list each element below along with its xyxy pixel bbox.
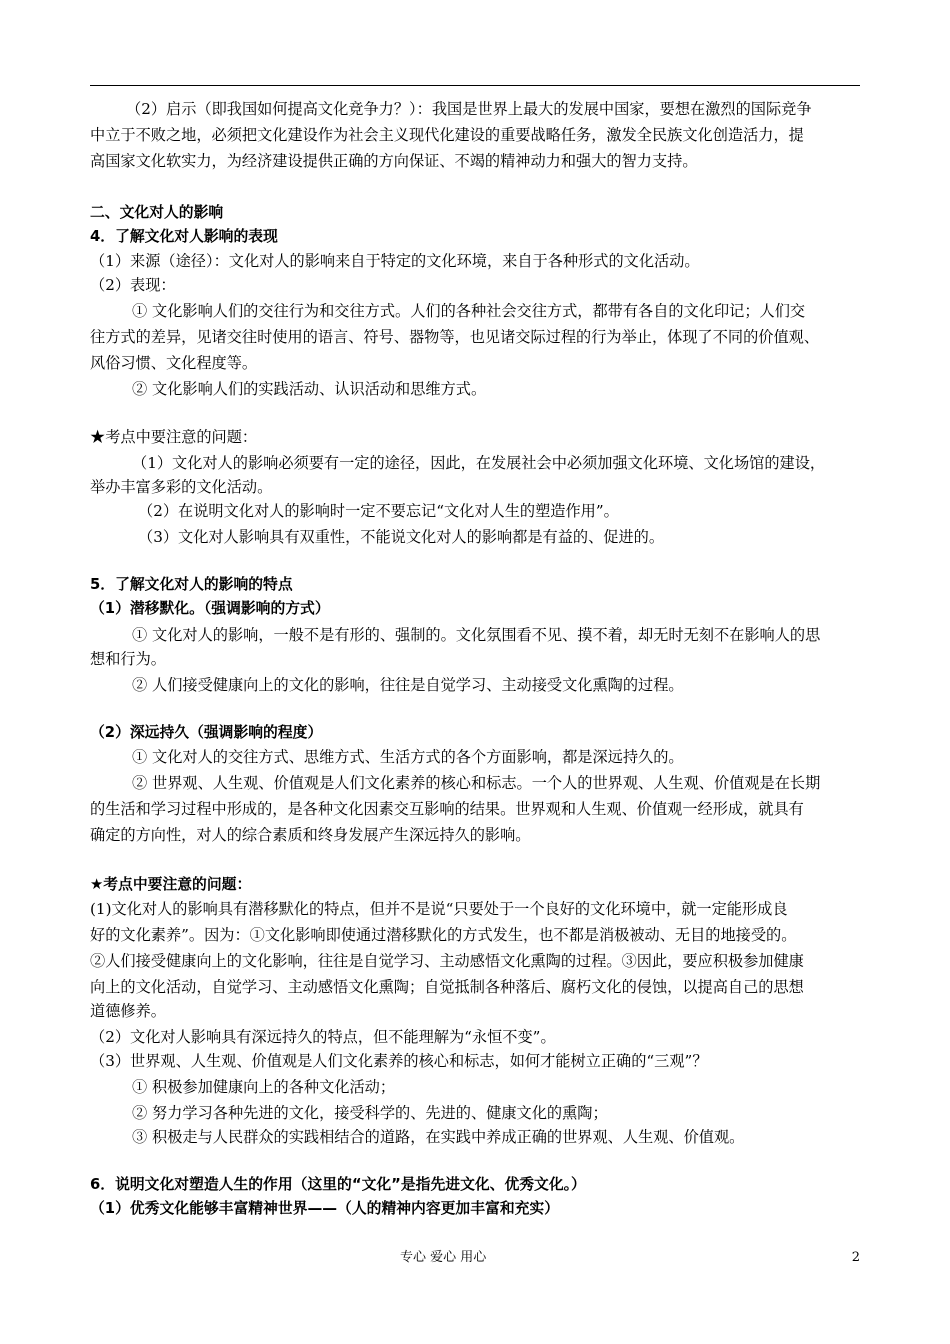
text-line: 往方式的差异，见诸交往时使用的语言、符号、器物等，也见诸交际过程的行为举止，体现了不同的价值观、 xyxy=(90,328,819,346)
text-line: 确定的方向性，对人的综合素质和终身发展产生深远持久的影响。 xyxy=(90,826,531,844)
text-line: ① 文化对人的影响，一般不是有形的、强制的。文化氛围看不见、摸不着，却无时无刻不在影响人的思 xyxy=(132,626,821,644)
text-line: ② 努力学习各种先进的文化，接受科学的、先进的、健康文化的熏陶； xyxy=(132,1104,608,1122)
text-line: 4．了解文化对人影响的表现 xyxy=(90,228,278,245)
text-line: 风俗习惯、文化程度等。 xyxy=(90,354,258,372)
text-line: 6．说明文化对塑造人生的作用（这里的“文化”是指先进文化、优秀文化。） xyxy=(90,1176,586,1193)
text-line: ② 人们接受健康向上的文化的影响，往往是自觉学习、主动接受文化熏陶的过程。 xyxy=(132,676,684,694)
text-line: （2）表现： xyxy=(90,276,176,294)
text-line: 二、文化对人的影响 xyxy=(90,204,224,221)
text-line: （2）深远持久（强调影响的程度） xyxy=(90,724,323,741)
text-line: ③ 积极走与人民群众的实践相结合的道路，在实践中养成正确的世界观、人生观、价值观。 xyxy=(132,1128,745,1146)
text-line: （2）在说明文化对人的影响时一定不要忘记“文化对人生的塑造作用”。 xyxy=(138,502,619,520)
header-rule xyxy=(90,85,860,86)
text-line: （3）文化对人影响具有双重性，不能说文化对人的影响都是有益的、促进的。 xyxy=(138,528,665,546)
text-line: ① 文化影响人们的交往行为和交往方式。人们的各种社会交往方式，都带有各自的文化印记；人们交 xyxy=(132,302,806,320)
text-line: （1）来源（途径）：文化对人的影响来自于特定的文化环境，来自于各种形式的文化活动。 xyxy=(90,252,700,270)
text-line: 高国家文化软实力，为经济建设提供正确的方向保证、不竭的精神动力和强大的智力支持。 xyxy=(90,152,698,170)
text-line: ① 积极参加健康向上的各种文化活动； xyxy=(132,1078,396,1096)
text-line: （1）优秀文化能够丰富精神世界——（人的精神内容更加丰富和充实） xyxy=(90,1200,560,1217)
text-line: ① 文化对人的交往方式、思维方式、生活方式的各个方面影响，都是深远持久的。 xyxy=(132,748,684,766)
text-line: 好的文化素养”。因为：①文化影响即使通过潜移默化的方式发生，也不都是消极被动、无目的地接受的。 xyxy=(90,926,797,944)
text-line: 举办丰富多彩的文化活动。 xyxy=(90,478,273,496)
text-line: 的生活和学习过程中形成的，是各种文化因素交互影响的结果。世界观和人生观、价值观一经形成，就具有 xyxy=(90,800,804,818)
text-line: 想和行为。 xyxy=(90,650,166,668)
page-number: 2 xyxy=(851,1250,860,1265)
footer-motto: 专心 爱心 用心 xyxy=(400,1250,487,1265)
text-line: （2）文化对人影响具有深远持久的特点，但不能理解为“永恒不变”。 xyxy=(90,1028,556,1046)
page-footer xyxy=(0,1246,950,1270)
text-line: 道德修养。 xyxy=(90,1002,166,1020)
text-line: （1）文化对人的影响必须要有一定的途径，因此，在发展社会中必须加强文化环境、文化场馆的建设， xyxy=(132,454,826,472)
text-line: 中立于不败之地，必须把文化建设作为社会主义现代化建设的重要战略任务，激发全民族文化创造活力，提 xyxy=(90,126,804,144)
text-line: 5．了解文化对人的影响的特点 xyxy=(90,576,293,593)
text-line: ②人们接受健康向上的文化影响，往往是自觉学习、主动感悟文化熏陶的过程。③因此，要应积极参加健康 xyxy=(90,952,804,970)
text-line: （3）世界观、人生观、价值观是人们文化素养的核心和标志，如何才能树立正确的“三观”？ xyxy=(90,1052,708,1070)
text-line: ★考点中要注意的问题： xyxy=(90,876,252,893)
text-line: 向上的文化活动，自觉学习、主动感悟文化熏陶；自觉抵制各种落后、腐朽文化的侵蚀，以提高自己的思想 xyxy=(90,978,804,996)
text-line: ★考点中要注意的问题： xyxy=(90,428,258,446)
text-line: （1）潜移默化。（强调影响的方式） xyxy=(90,600,330,617)
text-line: (1)文化对人的影响具有潜移默化的特点，但并不是说“只要处于一个良好的文化环境中，就一定能形成良 xyxy=(90,900,788,918)
text-line: ② 文化影响人们的实践活动、认识活动和思维方式。 xyxy=(132,380,487,398)
text-line: （2）启示（即我国如何提高文化竞争力？）：我国是世界上最大的发展中国家，要想在激烈的国际竞争 xyxy=(126,100,812,118)
text-line: ② 世界观、人生观、价值观是人们文化素养的核心和标志。一个人的世界观、人生观、价值观是在长期 xyxy=(132,774,821,792)
